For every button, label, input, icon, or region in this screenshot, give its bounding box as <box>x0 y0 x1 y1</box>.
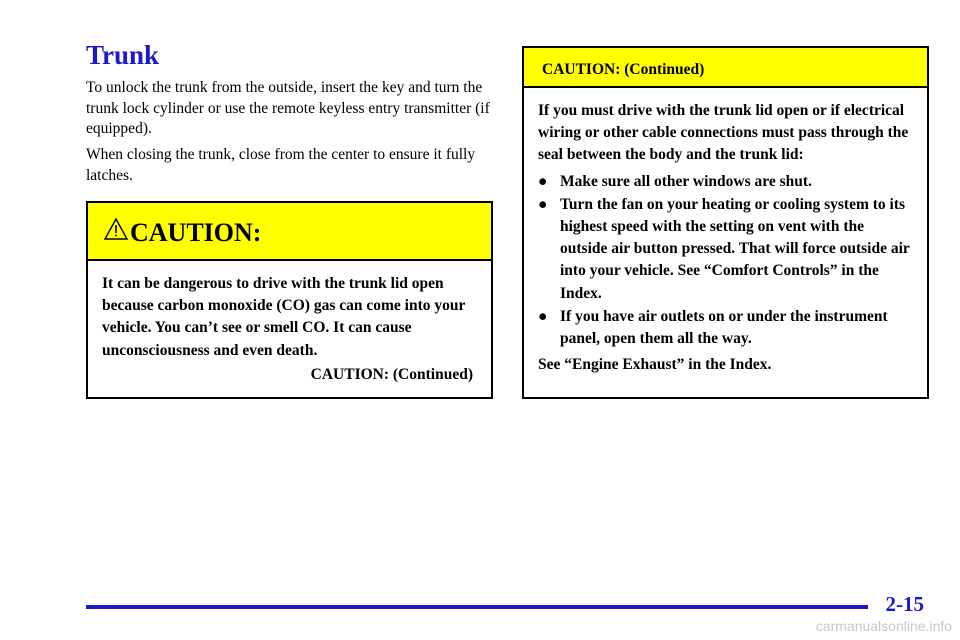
caution-continued-header <box>524 48 927 88</box>
bullet-dot-icon: ● <box>538 307 548 325</box>
bullet-text: Turn the fan on your heating or cooling system to its highest speed with the setting on vent with the outside air button pressed. That will force outside air into your vehicle. See “Comfort Controls” in the Index. <box>560 195 910 302</box>
caution-box <box>86 201 493 399</box>
caution-continued-intro: If you must drive with the trunk lid open or if electrical wiring or other cable connections must pass through the seal between the body and the trunk lid: <box>538 102 909 164</box>
list-item <box>538 306 913 350</box>
caution-bullet-list <box>538 171 913 351</box>
caution-continued-title: CAUTION: (Continued) <box>542 61 705 78</box>
footer-rule <box>86 605 868 609</box>
warning-triangle-icon <box>104 218 128 240</box>
trunk-unlock-paragraph: To unlock the trunk from the outside, insert the key and turn the trunk lock cylinder or use the remote keyless entry transmitter (if equipped). <box>86 79 490 137</box>
caution-continued-closing: See “Engine Exhaust” in the Index. <box>538 356 772 374</box>
caution-text: It can be dangerous to drive with the trunk lid open because carbon monoxide (CO) gas can come into your vehicle. You can’t see or smell CO. It can cause unconsciousness and even death. <box>102 275 466 359</box>
section-title: Trunk <box>86 40 160 70</box>
list-item <box>538 171 913 193</box>
bullet-dot-icon: ● <box>538 172 548 190</box>
bullet-dot-icon: ● <box>538 195 548 213</box>
caution-continued-label: CAUTION: (Continued) <box>310 365 473 383</box>
page-number: 2-15 <box>885 592 924 616</box>
caution-continued-body <box>524 88 927 376</box>
bullet-text: If you have air outlets on or under the instrument panel, open them all the way. <box>560 307 888 348</box>
watermark: carmanualsonline.info <box>815 618 952 634</box>
caution-body <box>88 261 491 386</box>
caution-title: CAUTION: <box>130 218 262 247</box>
caution-continued-box <box>522 46 929 399</box>
caution-header <box>88 203 491 261</box>
bullet-text: Make sure all other windows are shut. <box>560 172 812 190</box>
list-item <box>538 194 913 305</box>
trunk-closing-paragraph: When closing the trunk, close from the center to ensure it fully latches. <box>86 146 476 184</box>
